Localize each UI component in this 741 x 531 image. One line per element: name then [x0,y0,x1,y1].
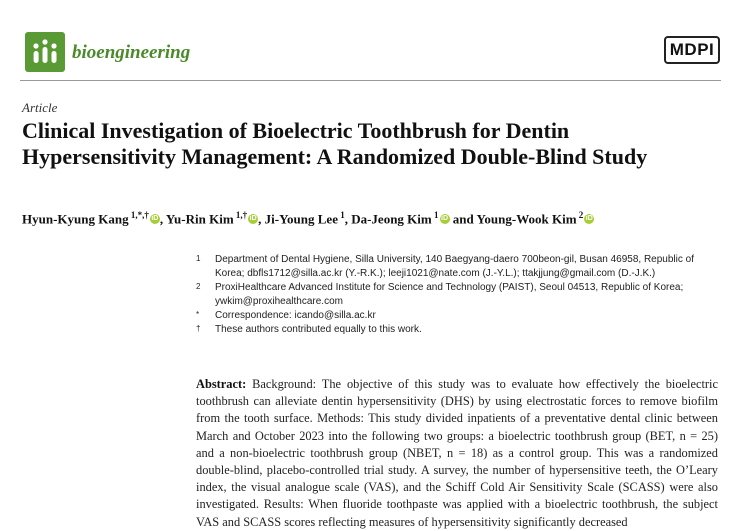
abstract-label: Abstract: [196,377,247,391]
abstract [196,376,718,531]
author-list [22,210,722,227]
journal-header [20,30,720,78]
article-title: Clinical Investigation of Bioelectric Toothbrush for Dentin Hypersensitivity Management: A Randomized Double-Blind Study [22,118,648,169]
author-separator: , [344,211,352,227]
affiliation-marker: 1 [196,254,201,263]
affiliation-text: These authors contributed equally to this work. [215,324,422,335]
affiliation-text: Correspondence: icando@silla.ac.kr [215,310,376,321]
author-affiliation-marker: 1,† [233,210,248,220]
orcid-icon[interactable]: iD [441,215,448,223]
affiliation-marker: † [196,324,201,333]
author-name[interactable]: Ji-Young Lee [264,211,338,227]
mdpi-logo: MDPI [664,36,720,64]
affiliation-text: Department of Dental Hygiene, Silla University, 140 Baegyang-daero 700beon-gil, Busan 46958, Republic of Korea; dbfls1712@silla.ac.kr (Y.-R.K.); leeji1021@nate.com (J.-Y.L.); ttakjjung@gmail.com (D.-J.K.) [215,254,694,279]
affiliation-marker: 2 [196,282,201,291]
author-name[interactable]: Yu-Rin Kim [165,211,234,227]
author-affiliation-marker: 1 [337,210,345,220]
affiliation-text: ProxiHealthcare Advanced Institute for Science and Technology (PAIST), Seoul 04513, Republic of Korea; ywkim@proxihealthcare.com [215,282,684,307]
header-divider [20,80,721,81]
author-affiliation-marker: 1,*,† [128,210,149,220]
author-separator: , [159,211,166,227]
abstract-text: Background: The objective of this study was to evaluate how effectively the bioelectric toothbrush can alleviate dentin hypersensitivity (DHS) by using electrostatic forces to remove biofilm from the tooth surface. Methods: This study divided inpatients of a preventative dental clinic between March and October 2023 into the following two groups: a bioelectric toothbrush group (BET, n = 25) and a non-bioelectric toothbrush group (NBET, n = 18) as a control group. This was a randomized double-blind, placebo-controlled trial study. A survey, the number of hypersensitive teeth, the O’Leary index, the visual analogue scale (VAS), and the Schiff Cold Air Sensitivity Scale (SCASS) were also investigated. Results: When fluoride toothpaste was applied with a bioelectric toothbrush, the subject VAS and SCASS scores reflecting measures of hypersensitivity significantly decreased [196,377,718,529]
orcid-icon[interactable]: iD [151,215,159,223]
journal-name: bioengineering [72,42,191,63]
author-separator: , [258,211,265,227]
orcid-icon[interactable]: iD [249,215,257,223]
bioengineering-logo-icon [25,32,65,72]
affiliation-marker: * [196,310,200,319]
affiliations [196,253,716,337]
affiliation-item [196,253,716,281]
author-name[interactable]: Young-Wook Kim [476,211,577,227]
author-name[interactable]: Da-Jeong Kim [351,211,432,227]
affiliation-item [196,323,716,337]
author-affiliation-marker: 2 [576,210,584,220]
affiliation-item [196,281,716,309]
article-type: Article [22,100,58,115]
author-separator: and [449,211,477,227]
orcid-icon[interactable]: iD [585,215,593,223]
author-affiliation-marker: 1 [431,210,439,220]
affiliation-item [196,309,716,323]
author-name[interactable]: Hyun-Kyung Kang [22,211,129,227]
